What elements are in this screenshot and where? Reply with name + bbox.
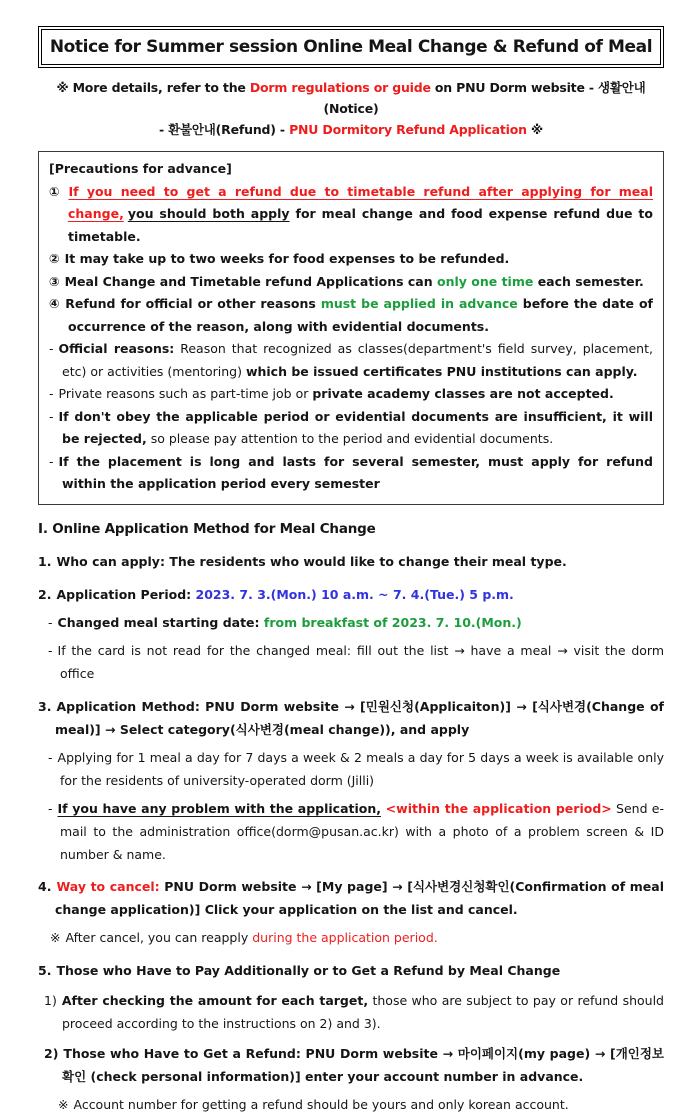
item-who-can-apply — [38, 550, 664, 573]
item-pay-or-refund — [38, 959, 664, 982]
text-segment: If the placement is long and lasts for several semester, must apply for refund within the application period every semester — [58, 453, 653, 491]
note-reapply — [50, 926, 664, 949]
title-box — [38, 26, 664, 68]
item-number: 3. — [38, 698, 52, 714]
page-title: Notice for Summer session Online Meal Change & Refund of Meal — [41, 29, 661, 65]
application-period-label: Application Period: — [56, 586, 196, 602]
subtitle-text: - 환불안내(Refund) - — [159, 122, 290, 137]
dash-mark: - — [49, 341, 54, 356]
subtitle-line-1 — [38, 77, 664, 119]
precaution-note-rejection — [49, 406, 653, 451]
text-segment: After cancel, you can reapply — [65, 929, 253, 945]
item-number: 2) — [44, 1045, 59, 1061]
note-changed-meal-date — [44, 611, 664, 634]
item-application-method — [38, 695, 664, 741]
subtitle-text: on PNU Dorm website - 생활안내(Notice) — [323, 80, 646, 116]
subtitle-text: ※ More details, refer to the — [56, 80, 250, 95]
subitem-check-amount — [44, 989, 664, 1035]
dash-mark: - — [48, 642, 53, 658]
text-segment: which be issued certificates PNU institutions can apply. — [245, 363, 638, 379]
text-segment: Refund for official or other reasons — [65, 296, 321, 311]
item-number: 1) — [44, 992, 57, 1008]
reference-mark: ※ — [50, 929, 61, 945]
dash-mark: - — [49, 386, 54, 401]
text-segment: those who are subject to pay or refund should proceed according to the instructions on 2) and 3). — [62, 992, 664, 1031]
text-segment: Those who Have to Pay Additionally or to Get a Refund by Meal Change — [56, 962, 561, 978]
section-online-application — [38, 518, 664, 1116]
text-segment: PNU Dorm website → [My page] → [식사변경신청확인(Confirmation of meal change application)] Click your application on the list and cancel. — [55, 878, 664, 917]
both-apply-text: you should both apply — [127, 206, 290, 221]
subtitle — [38, 77, 664, 140]
text-segment: Meal Change and Timetable refund Applications can — [64, 273, 437, 289]
precaution-item-3 — [49, 271, 653, 294]
official-reasons-label: Official reasons: — [58, 341, 175, 356]
text-segment: After checking the amount for each target, — [61, 992, 369, 1008]
precautions-header: [Precautions for advance] — [49, 161, 232, 176]
only-one-time-text: only one time — [436, 273, 534, 289]
text-segment: Applying for 1 meal a day for 7 days a week & 2 meals a day for 5 days a week is available only for the residents of university-operated dorm (Jilli) — [57, 749, 664, 788]
precaution-note-official-reasons — [49, 338, 653, 383]
item-number: ① — [49, 183, 64, 199]
note-meal-plan-availability — [44, 746, 664, 792]
dash-mark: - — [49, 408, 54, 424]
text-segment: If don't obey the applicable period or evidential documents are insufficient, it will be rejected, — [58, 408, 653, 446]
meal-start-date-value: from breakfast of 2023. 7. 10.(Mon.) — [259, 614, 522, 630]
problem-warning-text: If you have any problem with the application, — [57, 800, 382, 816]
dash-mark: - — [48, 800, 53, 816]
precaution-item-1 — [49, 181, 653, 249]
item-number: ④ — [49, 296, 61, 311]
item-number: 1. — [38, 553, 52, 569]
apply-in-advance-text: must be applied in advance — [320, 296, 518, 311]
text-segment: Who can apply: The residents who would like to change their meal type. — [56, 553, 567, 569]
subtitle-text: ※ — [526, 122, 543, 137]
note-card-not-read — [44, 639, 664, 685]
dash-mark: - — [49, 453, 54, 469]
precaution-note-placement — [49, 451, 653, 496]
text-segment: each semester. — [533, 273, 644, 289]
item-number: 2. — [38, 586, 52, 602]
refund-warning-text: If you need to get a refund due to timetable refund after applying for meal change, — [68, 183, 653, 221]
item-way-to-cancel — [38, 875, 664, 921]
item-number: 5. — [38, 962, 52, 978]
text-segment: before the date of occurrence of the reason, along with evidential documents. — [68, 296, 653, 334]
meal-start-date-label: Changed meal starting date: — [57, 614, 260, 630]
application-period-value: 2023. 7. 3.(Mon.) 10 a.m. ~ 7. 4.(Tue.) 5 p.m. — [195, 586, 514, 602]
item-number: 4. — [38, 878, 52, 894]
note-korean-account — [58, 1093, 664, 1116]
precautions-box — [38, 151, 664, 505]
item-number: ② — [49, 251, 60, 266]
dash-mark: - — [48, 749, 53, 765]
item-application-period — [38, 583, 664, 606]
dorm-regulations-link-text: Dorm regulations or guide — [249, 80, 431, 95]
text-segment: Reason that recognized as classes(department's field survey, placement, etc) or activities (mentoring) — [62, 341, 653, 379]
within-period-text: <within the application period> — [381, 800, 612, 816]
refund-application-link-text: PNU Dormitory Refund Application — [289, 122, 527, 137]
reference-mark: ※ — [58, 1096, 69, 1112]
text-segment: private academy classes are not accepted. — [312, 386, 614, 401]
section-heading: Ⅰ. Online Application Method for Meal Change — [38, 520, 376, 537]
text-segment: Send e-mail to the administration office(dorm@pusan.ac.kr) with a photo of a problem screen & ID number & name. — [60, 800, 664, 862]
precaution-note-private-reasons — [49, 383, 653, 406]
text-segment: Those who Have to Get a Refund: PNU Dorm website → 마이페이지(my page) → [개인정보 확인 (check personal information)] enter your account number in advance. — [62, 1045, 664, 1084]
precaution-item-4 — [49, 293, 653, 338]
note-application-problem — [44, 797, 664, 866]
way-to-cancel-label: Way to cancel: — [56, 878, 160, 894]
text-segment: Private reasons such as part-time job or — [58, 386, 313, 401]
item-number: ③ — [49, 273, 60, 289]
subitem-get-refund — [44, 1042, 664, 1088]
subtitle-line-2 — [38, 119, 664, 140]
text-segment: Application Method: PNU Dorm website → [민원신청(Applicaiton)] → [식사변경(Change of meal)] → Select category(식사변경(meal change)), and apply — [55, 698, 664, 737]
during-period-text: during the application period. — [252, 929, 438, 945]
precaution-item-2 — [49, 248, 653, 271]
text-segment: so please pay attention to the period and evidential documents. — [146, 431, 554, 446]
text-segment: Account number for getting a refund should be yours and only korean account. — [73, 1096, 569, 1112]
text-segment: It may take up to two weeks for food expenses to be refunded. — [64, 251, 510, 266]
text-segment: If the card is not read for the changed meal: fill out the list → have a meal → visit the dorm office — [57, 642, 664, 681]
dash-mark: - — [48, 614, 53, 630]
text-segment: for meal change and food expense refund due to timetable. — [68, 206, 653, 244]
